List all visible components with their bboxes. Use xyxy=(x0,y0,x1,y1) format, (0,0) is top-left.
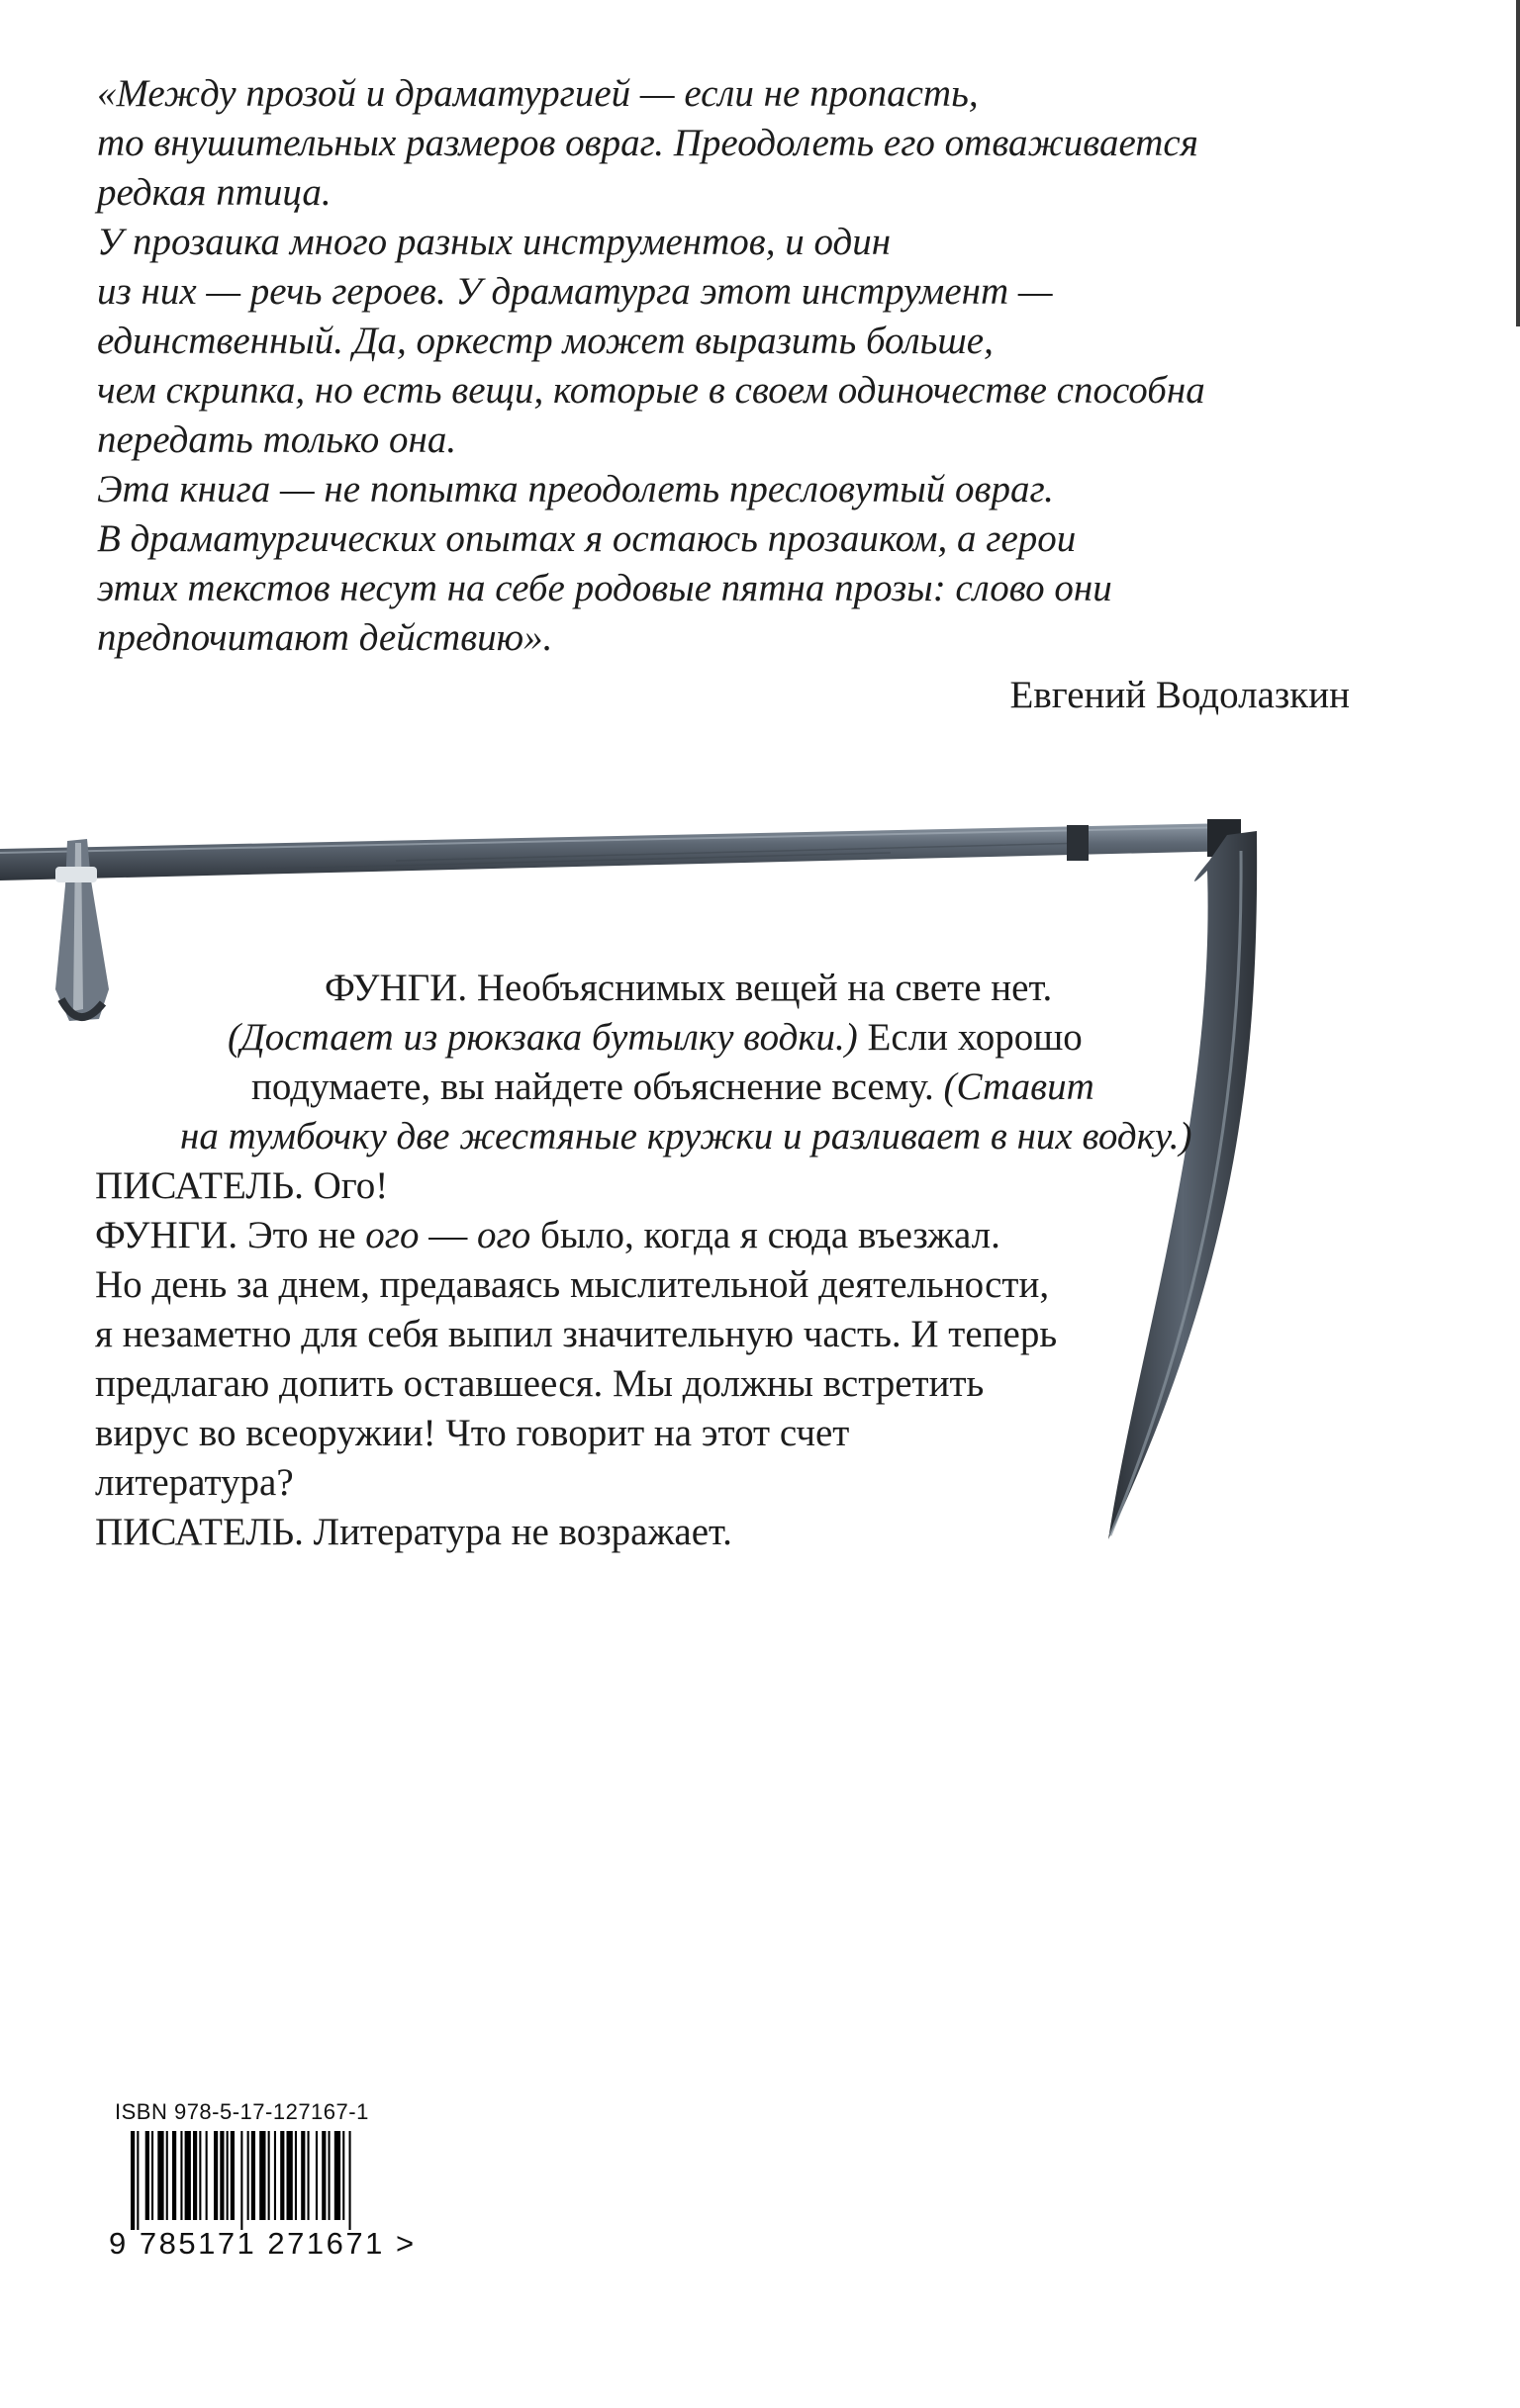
excerpt-text: ФУНГИ. Это не xyxy=(95,1214,366,1256)
barcode-bar xyxy=(145,2131,149,2220)
barcode-bar xyxy=(131,2131,135,2230)
barcode-bar xyxy=(185,2131,191,2220)
barcode-icon xyxy=(131,2131,418,2230)
barcode-bar xyxy=(329,2131,331,2220)
excerpt-line: ФУНГИ. Необъяснимых вещей на свете нет. xyxy=(325,967,1053,1009)
barcode-bar xyxy=(280,2131,284,2220)
cover-quote xyxy=(97,69,1413,663)
emphasis: ого xyxy=(477,1214,531,1256)
stage-direction: (Достает из рюкзака бутылку водки.) xyxy=(228,1016,858,1059)
spine-edge xyxy=(1516,0,1520,326)
excerpt-line xyxy=(95,1211,1203,1260)
barcode-bar xyxy=(172,2131,176,2220)
excerpt-text: Если хорошо xyxy=(857,1016,1083,1059)
quote-line: единственный. Да, оркестр может выразить больше, xyxy=(97,320,994,362)
stage-direction: (Ставит xyxy=(943,1065,1094,1108)
barcode-bar xyxy=(287,2131,293,2220)
barcode-bar xyxy=(227,2131,229,2220)
excerpt-line: вирус во всеоружии! Что говорит на этот счет xyxy=(95,1412,850,1454)
excerpt-line: ПИСАТЕЛЬ. Ого! xyxy=(95,1164,389,1207)
scythe-ring xyxy=(1067,825,1089,861)
excerpt-line: литература? xyxy=(95,1461,294,1504)
barcode-bar xyxy=(206,2131,208,2220)
excerpt-line: предлагаю допить оставшееся. Мы должны встретить xyxy=(95,1362,985,1405)
quote-line: то внушительных размеров овраг. Преодолеть его отваживается xyxy=(97,122,1198,164)
barcode-bar xyxy=(166,2131,168,2220)
barcode-bar xyxy=(322,2131,326,2220)
excerpt-line: Но день за днем, предаваясь мыслительной деятельности, xyxy=(95,1263,1050,1306)
quote-line: редкая птица. xyxy=(97,171,332,214)
barcode-bar xyxy=(214,2131,218,2220)
barcode-bar xyxy=(251,2131,255,2220)
quote-line: «Между прозой и драматургией — если не пропасть, xyxy=(97,72,979,115)
barcode-bar xyxy=(231,2131,235,2220)
barcode-bar xyxy=(180,2131,182,2220)
quote-line: этих текстов несут на себе родовые пятна прозы: слово они xyxy=(97,567,1112,609)
isbn-digits: 9 785171 271671 > xyxy=(109,2226,417,2261)
barcode-bar xyxy=(274,2131,276,2220)
barcode-bar xyxy=(240,2131,242,2230)
barcode-bar xyxy=(151,2131,153,2220)
quote-line: У прозаика много разных инструментов, и один xyxy=(97,221,892,263)
quote-line: Эта книга — не попытка преодолеть пресловутый овраг. xyxy=(97,468,1054,510)
excerpt-text: было, когда я сюда въезжал. xyxy=(530,1214,1000,1256)
barcode-bar xyxy=(268,2131,270,2220)
barcode-bar xyxy=(334,2131,340,2220)
emphasis: ого xyxy=(365,1214,420,1256)
isbn-barcode-block xyxy=(109,2099,435,2268)
excerpt-line xyxy=(95,1063,1203,1112)
excerpt-line xyxy=(95,1013,1203,1063)
barcode-bar xyxy=(342,2131,344,2220)
barcode-bar xyxy=(193,2131,197,2220)
excerpt-text: — xyxy=(419,1214,478,1256)
isbn-label: ISBN 978-5-17-127167-1 xyxy=(115,2099,369,2124)
quote-author: Евгений Водолазкин xyxy=(1009,674,1350,716)
barcode-bar xyxy=(157,2131,163,2220)
excerpt-line: ПИСАТЕЛЬ. Литература не возражает. xyxy=(95,1511,732,1553)
barcode-bar xyxy=(295,2131,297,2220)
excerpt-text: подумаете, вы найдете объяснение всему. xyxy=(251,1065,944,1108)
stage-direction: на тумбочку две жестяные кружки и разливает в них водку.) xyxy=(180,1115,1192,1158)
quote-line: передать только она. xyxy=(97,418,457,461)
barcode-bar xyxy=(349,2131,351,2230)
barcode-bar xyxy=(308,2131,310,2220)
excerpt-line: я незаметно для себя выпил значительную часть. И теперь xyxy=(95,1313,1058,1355)
quote-line: В драматургических опытах я остаюсь прозаиком, а герои xyxy=(97,517,1077,560)
barcode-bar xyxy=(220,2131,224,2220)
play-excerpt xyxy=(95,964,1203,1557)
barcode-bar xyxy=(316,2131,318,2220)
barcode-bar xyxy=(137,2131,139,2230)
barcode-bar xyxy=(247,2131,249,2220)
barcode-bar xyxy=(199,2131,201,2220)
excerpt-line xyxy=(95,1112,1203,1161)
quote-line: предпочитают действию». xyxy=(97,616,553,659)
barcode-bar xyxy=(301,2131,305,2220)
quote-line: чем скрипка, но есть вещи, которые в своем одиночестве способна xyxy=(97,369,1205,412)
barcode-bar xyxy=(259,2131,265,2220)
quote-line: из них — речь героев. У драматурга этот инструмент — xyxy=(97,270,1053,313)
